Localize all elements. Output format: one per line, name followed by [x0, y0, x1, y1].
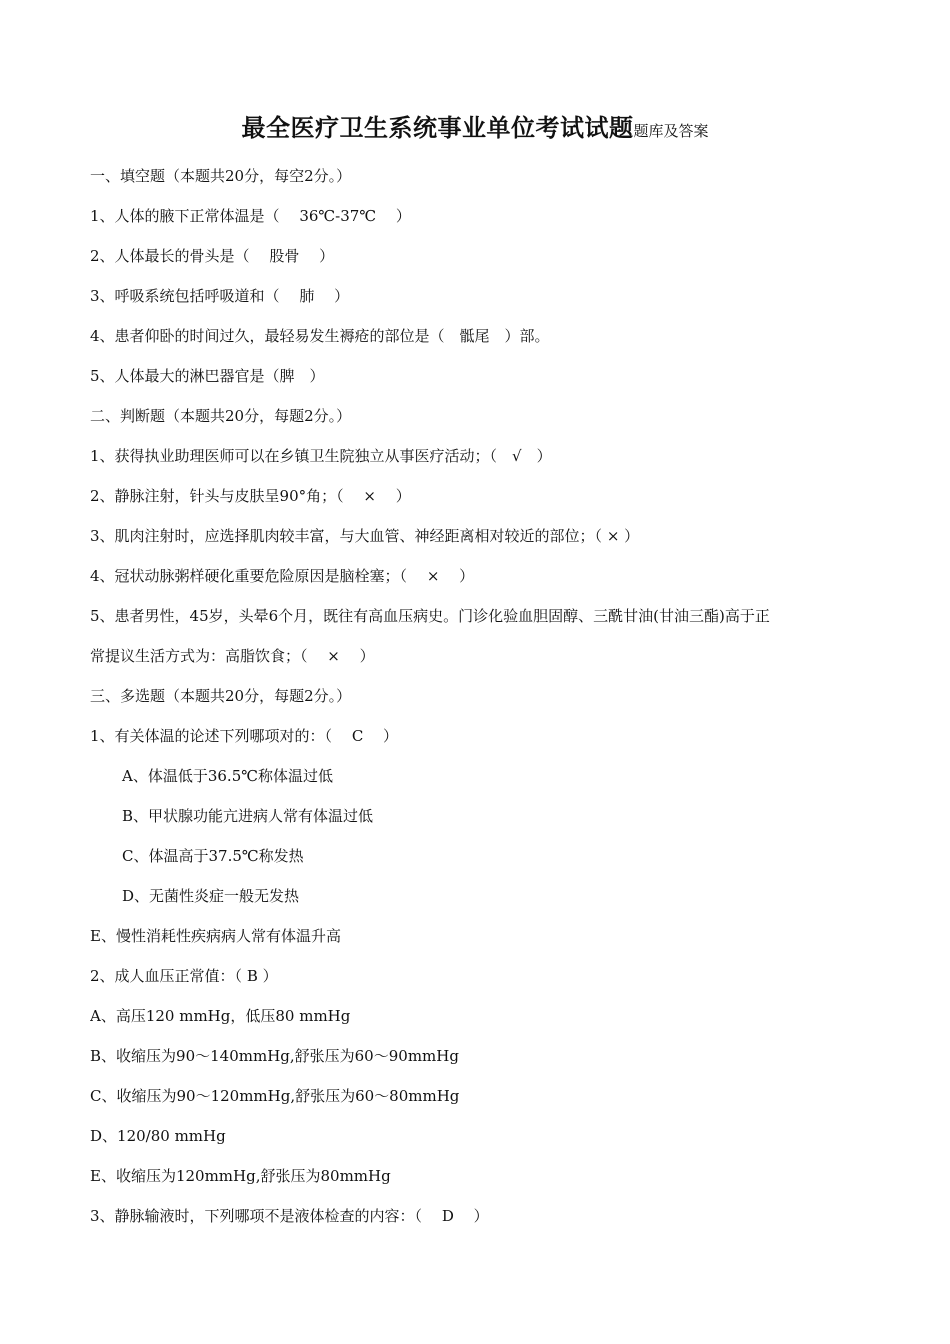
- option-line: A、高压120 mmHg，低压80 mmHg: [90, 1007, 351, 1025]
- question-line: 3、肌肉注射时，应选择肌肉较丰富，与大血管、神经距离相对较近的部位；（ × ）: [90, 527, 640, 545]
- question-line: 5、人体最大的淋巴器官是（脾 ）: [90, 367, 325, 385]
- question-line: 1、获得执业助理医师可以在乡镇卫生院独立从事医疗活动；（ √ ）: [90, 447, 552, 465]
- page-title: [0, 108, 950, 143]
- question-line: 2、成人血压正常值：（ B ）: [90, 967, 278, 985]
- question-line: 5、患者男性，45岁，头晕6个月，既往有高血压病史。门诊化验血胆固醇、三酰甘油(甘油三酯)高于正: [90, 607, 770, 625]
- option-line: A、体温低于36.5℃称体温过低: [122, 767, 334, 785]
- page-title-sub: 题库及答案: [633, 122, 709, 140]
- page-title-main: 最全医疗卫生系统事业单位考试试题: [241, 113, 634, 142]
- option-line: C、收缩压为90～120mmHg,舒张压为60～80mmHg: [90, 1087, 460, 1105]
- option-line: C、体温高于37.5℃称发热: [122, 847, 304, 865]
- question-line: 常提议生活方式为：高脂饮食；（ × ）: [90, 647, 375, 665]
- question-line: 4、患者仰卧的时间过久，最轻易发生褥疮的部位是（ 骶尾 ）部。: [90, 327, 550, 345]
- option-line: E、收缩压为120mmHg,舒张压为80mmHg: [90, 1167, 391, 1185]
- question-line: 1、有关体温的论述下列哪项对的：（ C ）: [90, 727, 399, 745]
- option-line: E、慢性消耗性疾病病人常有体温升高: [90, 927, 341, 945]
- option-line: D、120/80 mmHg: [90, 1127, 226, 1145]
- question-line: 2、静脉注射，针头与皮肤呈90°角；（ × ）: [90, 487, 411, 505]
- option-line: B、收缩压为90～140mmHg,舒张压为60～90mmHg: [90, 1047, 459, 1065]
- question-line: 3、呼吸系统包括呼吸道和（ 肺 ）: [90, 287, 350, 305]
- section-heading-multiple-choice: 三、多选题（本题共20分，每题2分。）: [90, 687, 352, 705]
- option-line: D、无菌性炎症一般无发热: [122, 887, 300, 905]
- option-line: B、甲状腺功能亢进病人常有体温过低: [122, 807, 374, 825]
- question-line: 2、人体最长的骨头是（ 股骨 ）: [90, 247, 335, 265]
- document-body: [90, 160, 870, 1240]
- section-heading-true-false: 二、判断题（本题共20分，每题2分。）: [90, 407, 352, 425]
- section-heading-fill-in: 一、填空题（本题共20分，每空2分。）: [90, 167, 352, 185]
- question-line: 3、静脉输液时，下列哪项不是液体检查的内容：（ D ）: [90, 1207, 489, 1225]
- question-line: 1、人体的腋下正常体温是（ 36℃-37℃ ）: [90, 207, 411, 225]
- question-line: 4、冠状动脉粥样硬化重要危险原因是脑栓塞；（ × ）: [90, 567, 475, 585]
